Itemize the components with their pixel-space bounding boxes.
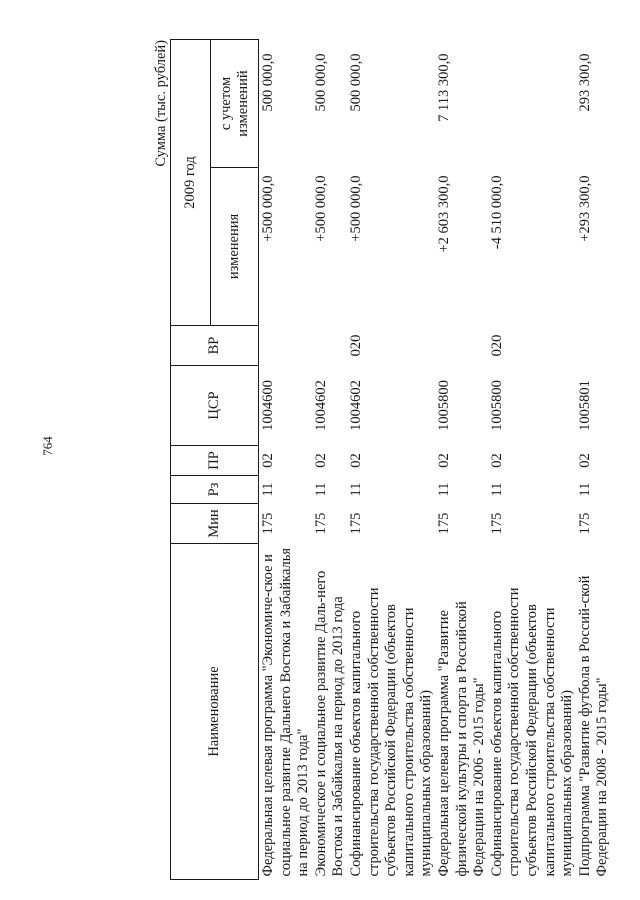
row-pr: 02: [347, 453, 364, 468]
row-min: 175: [576, 512, 593, 535]
row-name: Федеральная целевая программа "Экономиче-ское и социальное развитие Дальнего Востока и Забайкалья на период до 2013 года": [260, 547, 312, 877]
row-min: 175: [347, 512, 364, 535]
row-csr: 1005800: [435, 380, 452, 431]
header-min: Мин: [171, 504, 259, 544]
header-year: 2009 год: [171, 39, 211, 325]
row-rz: 11: [435, 482, 452, 497]
row-name: Софинансирование объектов капитального строительства государственной собственности субъектов Российской Федерации (объектов капитального строительства собственности муниципальных образований): [347, 587, 435, 877]
row-change: -4 510 000,0: [488, 175, 505, 250]
row-vr: 020: [488, 334, 505, 357]
row-pr: 02: [312, 453, 329, 468]
row-change: +500 000,0: [347, 175, 364, 242]
row-total: [489, 39, 577, 167]
header-changes: изменения: [211, 168, 259, 326]
table-row: [259, 39, 313, 879]
row-csr: 1004602: [347, 380, 364, 431]
budget-table: [170, 39, 612, 880]
row-pr: 02: [435, 453, 452, 468]
row-total: 293 300,0: [576, 53, 593, 112]
header-with-changes: с учетом изменений: [211, 39, 259, 167]
units-caption: Сумма (тыс. рублей): [153, 40, 169, 167]
row-name: Экономическое и социальное развитие Даль-него Востока и Забайкалья на период до 2013 года: [312, 570, 347, 877]
row-csr: 1004602: [312, 380, 329, 431]
row-csr: 1004600: [260, 380, 276, 431]
header-csr: ЦСР: [171, 366, 259, 446]
row-rz: 11: [312, 482, 329, 497]
row-change: +500 000,0: [312, 175, 329, 242]
rotated-table-area: [152, 40, 612, 880]
row-name: Софинансирование объектов капитального строительства государственной собственности субъектов Российской Федерации (объектов капитального строительства собственности муниципальных образований): [488, 587, 576, 877]
row-change: +2 603 300,0: [435, 175, 452, 253]
row-vr: [577, 326, 612, 366]
row-min: 175: [488, 512, 505, 535]
table-row: [348, 39, 436, 879]
row-vr: [259, 326, 313, 366]
row-csr: 1005800: [488, 380, 505, 431]
row-rz: 11: [347, 482, 364, 497]
table-row: [489, 39, 577, 879]
row-rz: 11: [260, 482, 276, 497]
page-number: 764: [39, 436, 55, 456]
row-min: 175: [260, 512, 276, 535]
row-total: 7 113 300,0: [435, 53, 452, 122]
row-min: 175: [312, 512, 329, 535]
row-pr: 02: [576, 453, 593, 468]
row-total: 500 000,0: [312, 53, 329, 112]
row-pr: 02: [260, 453, 276, 468]
row-total: 500 000,0: [260, 53, 276, 112]
table-row: [436, 39, 489, 879]
row-min: 175: [435, 512, 452, 535]
row-change: +500 000,0: [260, 175, 276, 242]
header-pr: ПР: [171, 446, 259, 476]
row-vr: [313, 326, 348, 366]
row-rz: 11: [488, 482, 505, 497]
header-name: Наименование: [171, 544, 259, 880]
row-name: Подпрограмма "Развитие футбола в Россий-ской Федерации на 2008 - 2015 годы": [576, 575, 611, 877]
table-row: [313, 39, 348, 879]
row-vr: [436, 326, 489, 366]
row-rz: 11: [576, 482, 593, 497]
row-change: +293 300,0: [576, 175, 593, 242]
row-name: Федеральная целевая программа "Развитие физической культуры и спорта в Российской Федерации на 2006 - 2015 годы": [435, 601, 488, 877]
row-vr: 020: [347, 334, 364, 357]
row-pr: 02: [488, 453, 505, 468]
row-total: 500 000,0: [347, 53, 364, 112]
row-csr: 1005801: [576, 380, 593, 431]
table-row: [577, 39, 612, 879]
header-vr: ВР: [171, 326, 259, 366]
header-rz: Рз: [171, 476, 259, 504]
